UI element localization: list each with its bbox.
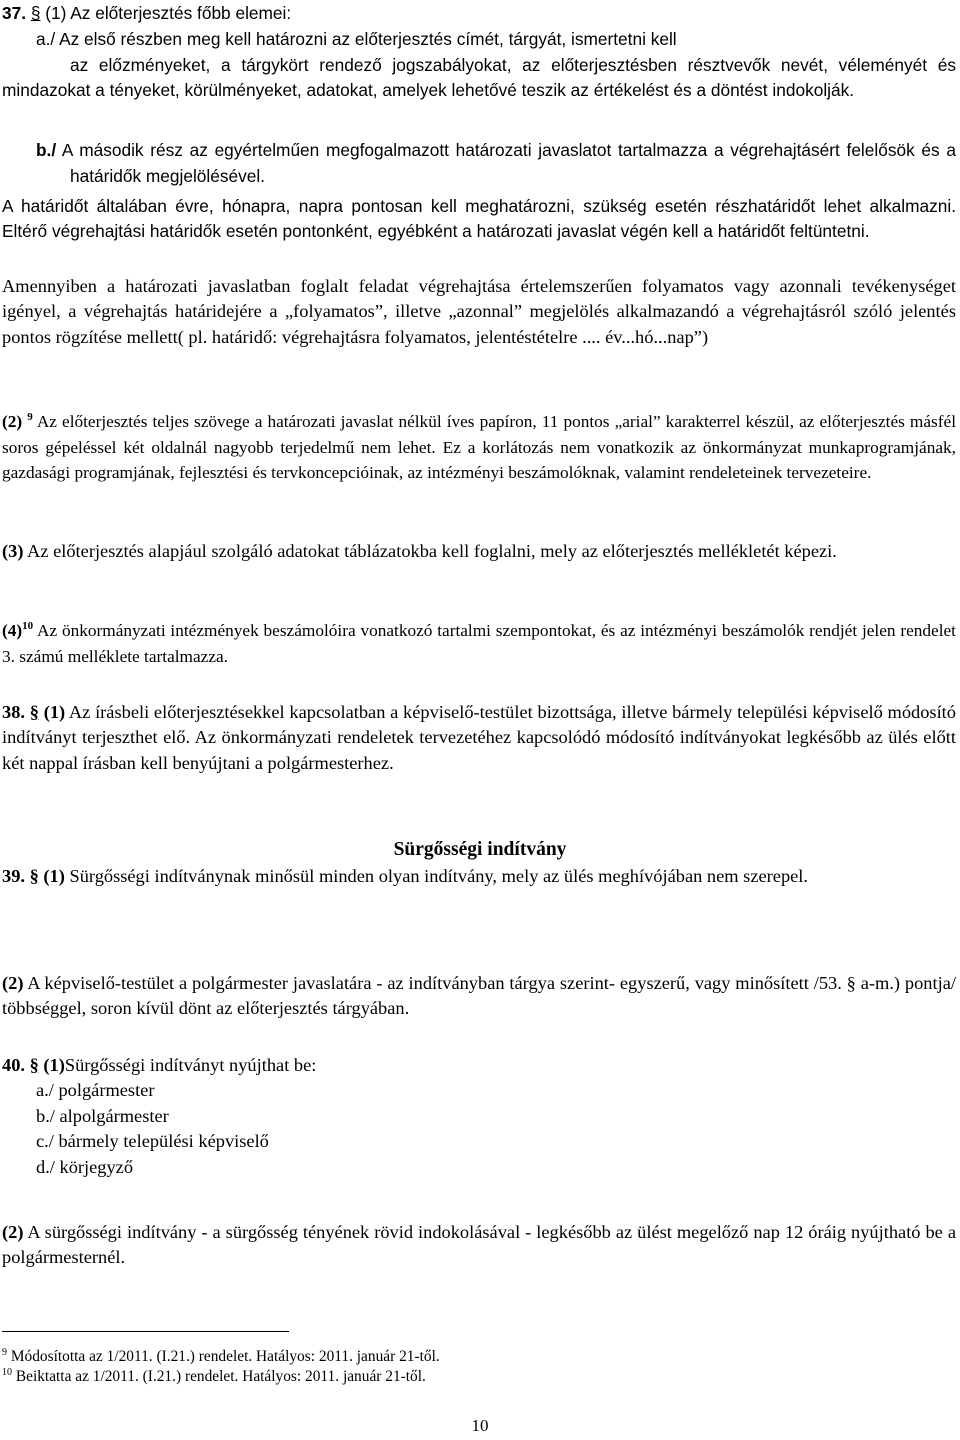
paragraph-sign: § (29, 866, 39, 886)
item-a-continuation: az előzményeket, a tárgykört rendező jogszabályokat, az előterjesztésben résztvevők nevét, véleményét és mindazokat a tényeket, körülményeket, adatokat, amelyek lehetővé teszik az értékelést és a döntést indokolják. (2, 54, 956, 101)
footnote-9: $^9$ Módosította az 1/2011. (I.21.) rendelet. Hatályos: 2011. január 21-től. (2, 1346, 440, 1365)
item-b (2, 138, 956, 189)
subsection-label: (2) (2, 973, 24, 993)
section-37-subsection-3: (3) Az előterjesztés alapjául szolgáló adatokat táblázatokba kell foglalni, mely az előterjesztés mellékletét képezi. (2, 541, 837, 561)
section-number: 37. (2, 3, 27, 23)
item-b-label: b./ (36, 140, 57, 160)
list-item: c./ bármely települési képviselő (36, 1131, 269, 1152)
section-number: 38. (2, 702, 25, 722)
section-heading: Sürgősségi indítvány (393, 839, 567, 860)
section-37-subsection-4: (4)$^{10}$ Az önkormányzati intézmények beszámolóira vonatkozó tartalmi szempontokat, és az intézményi beszámolók rendjét jelen rendelet 3. számú melléklete tartalmazza. (2, 620, 956, 666)
item-a-text: Az első részben meg kell határozni az előterjesztés címét, tárgyát, ismertetni kell (55, 29, 677, 49)
subsection-label: (1) (43, 702, 66, 722)
section-40-subsection-1 (2, 1053, 956, 1180)
subsection-label: (2) (2, 1222, 24, 1242)
subsection-label: (2) (2, 412, 23, 431)
item-b-text: b./ A második rész az egyértelműen megfogalmazott határozati javaslatot tartalmazza a végrehajtásért felelősök és a határidők megjelölésével. (36, 140, 956, 186)
item-a (2, 27, 956, 104)
paragraph-sign: § (29, 1055, 39, 1075)
section-39-subsection-2: (2) A képviselő-testület a polgármester javaslatára - az indítványban tárgya szerint- egyszerű, vagy minősített /53. § a-m.) pontja/ többséggel, soron kívül dönt az előterjesztés tárgyában. (2, 973, 956, 1019)
section-37-lead (2, 1, 956, 27)
continuous-deadline-paragraph: Amennyiben a határozati javaslatban foglalt feladat végrehajtása értelemszerűen folyamatos vagy azonnali tevékenységet igényel, a végrehajtás határidejére a „folyamatos”, illetve „azonnal” megjelölés alkalmazandó a végrehajtásról szóló jelentés pontos rögzítése mellett( pl. határidő: végrehajtásra folyamatos, jelentéstételre .... év...hó...nap”) (2, 276, 956, 347)
section-40-subsection-2: (2) A sürgősségi indítvány - a sürgősség tényének rövid indokolásával - legkésőbb az ülést megelőző nap 12 óráig nyújtható be a polgármesternél. (2, 1222, 956, 1268)
section-number: 39. (2, 866, 25, 886)
item-a-label: a./ (36, 29, 56, 49)
page-number: 10 (471, 1416, 489, 1435)
lead-text: Az előterjesztés főbb elemei: (66, 3, 292, 23)
section-37-subsection-2: (2) $^9$ Az előterjesztés teljes szövege a határozati javaslat nélkül íves papíron, 11 pontos „arial” karakterrel készül, az előterjesztés másfél soros gépeléssel két oldalnál nagyobb terjedelmű nem lehet. Ez a korlátozás nem vonatkozik az önkormányzat munkaprogramjának, gazdasági programjának, fejlesztési és tervkoncepcióinak, az intézményi beszámolóknak, valamint rendeleteinek tervezeteire. (2, 411, 956, 483)
list-item: b./ alpolgármester (36, 1105, 169, 1126)
footnote-ref-9[interactable]: 9 (27, 411, 33, 424)
footnote-number: 10 (2, 1366, 12, 1378)
subsection-label: (1) (43, 866, 65, 886)
list-item: d./ körjegyző (36, 1156, 134, 1177)
section-number: 40. (2, 1055, 25, 1075)
deadline-paragraph: A határidőt általában évre, hónapra, napra pontosan kell meghatározni, szükség esetén részhatáridőt lehet alkalmazni. Eltérő végrehajtási határidők esetén pontonként, egyébként a határozati javaslat végén kell a határidőt feltüntetni. (2, 196, 956, 242)
subsection-label: (4) (2, 621, 23, 640)
footnote-divider (2, 1331, 289, 1332)
section-38: 38. § (1) Az írásbeli előterjesztésekkel kapcsolatban a képviselő-testület bizottsága, illetve bármely települési képviselő módosító indítványt terjeszthet elő. Az önkormányzati rendeletek tervezetéhez kapcsolódó módosító indítványokat legkésőbb az ülés előtt két nappal írásban kell benyújtani a polgármesterhez. (2, 702, 956, 773)
subsection-label: (1) (45, 3, 67, 23)
paragraph-sign: § (30, 3, 41, 23)
section-39-subsection-1: 39. § (1) Sürgősségi indítványnak minősül minden olyan indítvány, mely az ülés meghívójában nem szerepel. (2, 866, 809, 886)
paragraph-sign: § (29, 702, 39, 722)
footnote-10: $^{10}$ Beiktatta az 1/2011. (I.21.) rendelet. Hatályos: 2011. január 21-től. (2, 1366, 426, 1385)
section-40-lead: 40. § (1)Sürgősségi indítványt nyújthat be: (2, 1055, 317, 1075)
list-item: a./ polgármester (36, 1080, 155, 1101)
footnote-ref-10[interactable]: 10 (22, 620, 34, 633)
subsection-label: (1) (43, 1055, 65, 1075)
footnote-number: 9 (2, 1346, 7, 1358)
subsection-label: (3) (2, 541, 24, 561)
item-a-first-line (2, 27, 956, 53)
